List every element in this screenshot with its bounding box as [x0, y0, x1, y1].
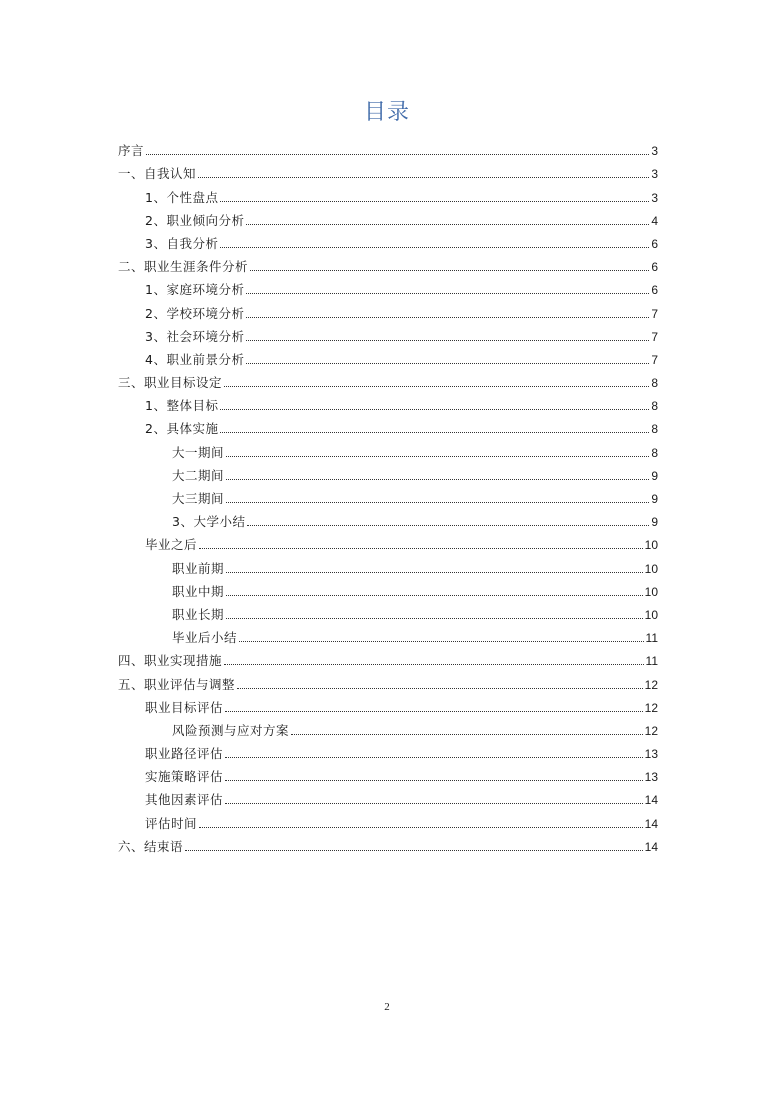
toc-entry-section-5[interactable] — [118, 669, 658, 692]
toc-entry-label: 职业路径评估 — [145, 746, 224, 762]
dot-leader — [226, 595, 643, 596]
dot-leader — [198, 177, 649, 178]
toc-entry-label: 其他因素评估 — [145, 792, 224, 808]
toc-entry-page: 9 — [651, 468, 658, 483]
dot-leader — [225, 780, 643, 781]
toc-entry-5-time[interactable] — [118, 808, 658, 831]
dot-leader — [199, 548, 643, 549]
toc-entry-page: 3 — [651, 167, 658, 182]
toc-entry-page: 4 — [651, 213, 658, 228]
toc-entry-label: 1、家庭环境分析 — [145, 282, 245, 298]
toc-entry-label: 毕业之后 — [145, 537, 198, 553]
toc-entry-label: 毕业后小结 — [172, 630, 238, 646]
toc-entry-page: 10 — [644, 607, 658, 622]
toc-entry-label: 职业中期 — [172, 583, 225, 599]
toc-entry-5-risk[interactable] — [118, 716, 658, 739]
dot-leader — [250, 270, 649, 271]
toc-entry-section-1[interactable] — [118, 159, 658, 182]
toc-entry-page: 13 — [644, 770, 658, 785]
toc-entry-page: 14 — [644, 793, 658, 808]
toc-entry-label: 2、学校环境分析 — [145, 305, 245, 321]
dot-leader — [220, 201, 649, 202]
toc-title: 目录 — [363, 100, 410, 125]
toc-entry-3-2-b[interactable] — [118, 461, 658, 484]
toc-entry-2-4[interactable] — [118, 345, 658, 368]
toc-entry-page: 3 — [651, 144, 658, 159]
toc-entry-page: 12 — [644, 700, 658, 715]
toc-entry-label: 五、职业评估与调整 — [118, 676, 236, 692]
toc-entry-career-long[interactable] — [118, 600, 658, 623]
toc-entry-3-2[interactable] — [118, 414, 658, 437]
toc-entry-label: 1、整体目标 — [145, 398, 219, 414]
toc-entry-1-2[interactable] — [118, 206, 658, 229]
toc-entry-page: 7 — [651, 352, 658, 367]
dot-leader — [226, 502, 649, 503]
dot-leader — [220, 247, 649, 248]
toc-entry-page: 6 — [651, 283, 658, 298]
dot-leader — [226, 456, 649, 457]
dot-leader — [291, 734, 643, 735]
dot-leader — [224, 664, 644, 665]
toc-entry-label: 职业长期 — [172, 606, 225, 622]
toc-entry-page: 8 — [651, 376, 658, 391]
toc-entry-page: 8 — [651, 422, 658, 437]
toc-list — [118, 136, 658, 855]
toc-entry-2-1[interactable] — [118, 275, 658, 298]
toc-entry-page: 7 — [651, 306, 658, 321]
dot-leader — [239, 641, 644, 642]
toc-entry-5-goal[interactable] — [118, 693, 658, 716]
toc-entry-label: 职业前期 — [172, 560, 225, 576]
toc-entry-label: 2、职业倾向分析 — [145, 212, 245, 228]
toc-entry-page: 13 — [644, 747, 658, 762]
toc-entry-label: 风险预测与应对方案 — [172, 722, 290, 738]
dot-leader — [225, 803, 643, 804]
toc-entry-page: 7 — [651, 329, 658, 344]
dot-leader — [246, 293, 649, 294]
toc-entry-page: 14 — [644, 839, 658, 854]
toc-entry-page: 12 — [644, 677, 658, 692]
toc-entry-preface[interactable] — [118, 136, 658, 159]
toc-entry-2-2[interactable] — [118, 298, 658, 321]
toc-entry-page: 3 — [651, 190, 658, 205]
dot-leader — [224, 386, 649, 387]
toc-entry-label: 实施策略评估 — [145, 769, 224, 785]
dot-leader — [225, 711, 643, 712]
dot-leader — [226, 618, 643, 619]
toc-entry-career-early[interactable] — [118, 553, 658, 576]
toc-entry-page: 12 — [644, 723, 658, 738]
toc-entry-1-3[interactable] — [118, 229, 658, 252]
dot-leader — [246, 363, 649, 364]
toc-entry-3-1[interactable] — [118, 391, 658, 414]
toc-entry-label: 职业目标评估 — [145, 699, 224, 715]
toc-entry-page: 14 — [644, 816, 658, 831]
toc-entry-after-graduation[interactable] — [118, 530, 658, 553]
toc-entry-page: 10 — [644, 584, 658, 599]
toc-entry-5-path[interactable] — [118, 739, 658, 762]
toc-entry-2-3[interactable] — [118, 322, 658, 345]
toc-entry-page: 8 — [651, 399, 658, 414]
dot-leader — [225, 757, 643, 758]
toc-entry-label: 大一期间 — [172, 444, 225, 460]
toc-entry-page: 9 — [651, 515, 658, 530]
toc-entry-label: 3、大学小结 — [172, 514, 246, 530]
dot-leader — [220, 432, 649, 433]
toc-entry-label: 评估时间 — [145, 815, 198, 831]
dot-leader — [247, 525, 649, 526]
toc-entry-label: 二、职业生涯条件分析 — [118, 259, 249, 275]
toc-entry-section-2[interactable] — [118, 252, 658, 275]
toc-entry-label: 3、自我分析 — [145, 235, 219, 251]
toc-entry-page: 6 — [651, 260, 658, 275]
toc-entry-page: 6 — [651, 236, 658, 251]
toc-entry-label: 四、职业实现措施 — [118, 653, 223, 669]
toc-entry-label: 2、具体实施 — [145, 421, 219, 437]
toc-entry-section-3[interactable] — [118, 368, 658, 391]
toc-entry-section-4[interactable] — [118, 646, 658, 669]
toc-entry-label: 六、结束语 — [118, 838, 184, 854]
toc-entry-3-2-c[interactable] — [118, 484, 658, 507]
dot-leader — [185, 850, 643, 851]
toc-entry-page: 10 — [644, 538, 658, 553]
toc-entry-5-strategy[interactable] — [118, 762, 658, 785]
toc-entry-3-2-a[interactable] — [118, 437, 658, 460]
dot-leader — [226, 479, 649, 480]
dot-leader — [246, 224, 649, 225]
toc-entry-label: 1、个性盘点 — [145, 189, 219, 205]
toc-entry-page: 11 — [645, 631, 658, 646]
toc-entry-label: 三、职业目标设定 — [118, 375, 223, 391]
dot-leader — [199, 827, 643, 828]
dot-leader — [246, 317, 649, 318]
toc-entry-label: 大三期间 — [172, 491, 225, 506]
toc-entry-after-graduation-summary[interactable] — [118, 623, 658, 646]
toc-entry-label: 大二期间 — [172, 467, 225, 483]
toc-entry-5-other[interactable] — [118, 785, 658, 808]
toc-entry-label: 4、职业前景分析 — [145, 351, 245, 367]
toc-entry-3-3[interactable] — [118, 507, 658, 530]
toc-entry-page: 8 — [651, 445, 658, 460]
dot-leader — [226, 572, 643, 573]
toc-entry-label: 3、社会环境分析 — [145, 328, 245, 344]
toc-entry-career-mid[interactable] — [118, 577, 658, 600]
dot-leader — [146, 154, 649, 155]
toc-entry-page: 10 — [644, 561, 658, 576]
dot-leader — [246, 340, 649, 341]
page-number: 2 — [384, 1001, 390, 1013]
dot-leader — [220, 409, 649, 410]
toc-entry-section-6[interactable] — [118, 832, 658, 855]
dot-leader — [237, 688, 643, 689]
toc-entry-1-1[interactable] — [118, 182, 658, 205]
toc-entry-label: 序言 — [118, 143, 145, 159]
toc-entry-label: 一、自我认知 — [118, 166, 197, 182]
toc-entry-page: 11 — [645, 654, 658, 669]
toc-entry-page: 9 — [651, 492, 658, 506]
